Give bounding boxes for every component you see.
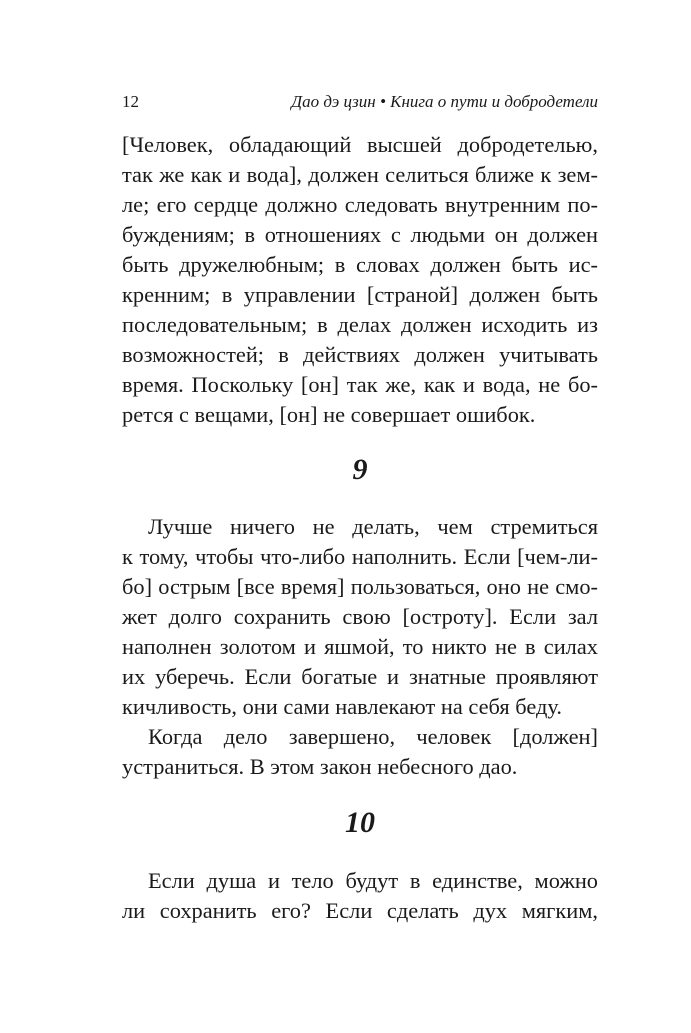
chapter-9-paragraph-1 (122, 512, 598, 722)
text-line: ли сохранить его? Если сделать дух мягким, (122, 898, 598, 923)
text-line: быть дружелюбным; в словах должен быть ис- (122, 252, 598, 277)
running-head (122, 92, 598, 116)
text-line: последовательным; в делах должен исходить из (122, 312, 598, 337)
section-8-paragraph (122, 130, 598, 430)
text-line: бо] острым [все время] пользоваться, оно не смо- (122, 574, 598, 599)
text-line: наполнен золотом и яшмой, то никто не в силах (122, 634, 598, 659)
chapter-heading-10: 10 (345, 806, 375, 839)
book-title: Дао дэ цзин • Книга о пути и добродетели (291, 92, 598, 111)
chapter-9-paragraph-2 (122, 722, 598, 782)
text-line: буждениям; в отношениях с людьми он должен (122, 222, 598, 247)
page-number: 12 (122, 92, 139, 111)
chapter-10-paragraph-1 (122, 866, 598, 926)
text-line: ле; его сердце должно следовать внутренним по- (122, 192, 598, 217)
text-line: время. Поскольку [он] так же, как и вода, не бо- (122, 372, 598, 397)
text-line: [Человек, обладающий высшей добродетелью, (122, 132, 598, 157)
text-line: к тому, чтобы что-либо наполнить. Если [чем-ли- (122, 544, 598, 569)
text-line: Если душа и тело будут в единстве, можно (148, 868, 598, 893)
text-line: их уберечь. Если богатые и знатные проявляют (122, 664, 598, 689)
text-line: Когда дело завершено, человек [должен] (148, 724, 598, 749)
text-line: так же как и вода], должен селиться ближе к зем- (122, 162, 598, 187)
text-line: возможностей; в действиях должен учитывать (122, 342, 598, 367)
text-line: рется с вещами, [он] не совершает ошибок. (122, 402, 536, 427)
chapter-heading-9: 9 (352, 453, 368, 486)
text-line: кичливость, они сами навлекают на себя беду. (122, 694, 562, 719)
text-line: Лучше ничего не делать, чем стремиться (148, 514, 598, 539)
text-line: кренним; в управлении [страной] должен быть (122, 282, 598, 307)
text-line: жет долго сохранить свою [остроту]. Если зал (122, 604, 598, 629)
text-line: устраниться. В этом закон небесного дао. (122, 754, 518, 779)
